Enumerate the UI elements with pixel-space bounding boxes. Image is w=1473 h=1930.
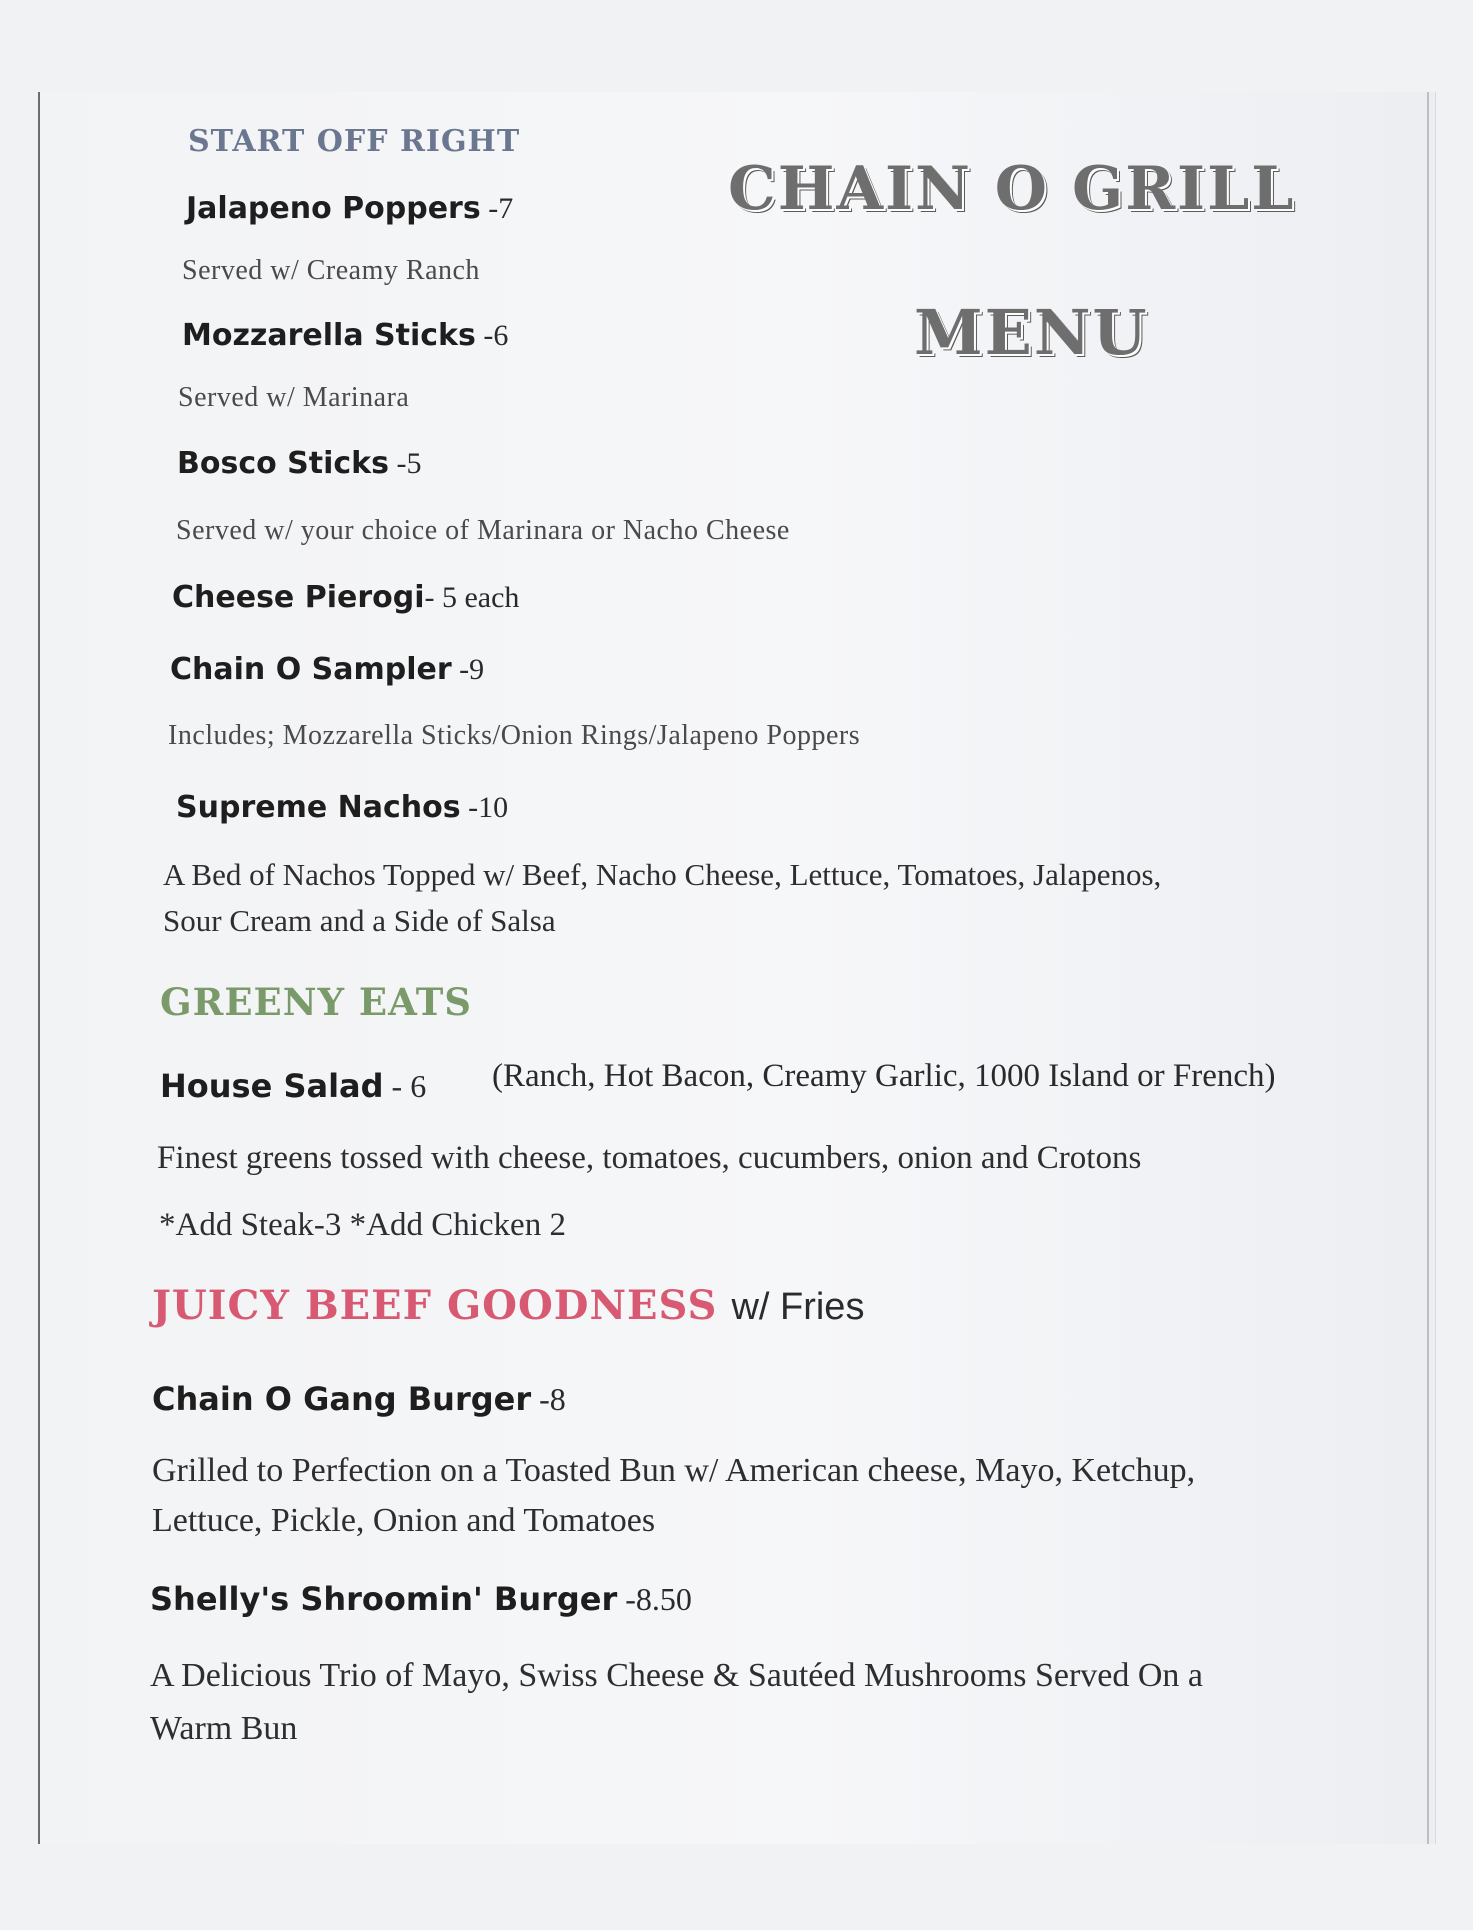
menu-item-jalapeno-poppers: [186, 191, 513, 226]
section-heading-start: START OFF RIGHT: [188, 124, 521, 159]
section-heading-beef: [152, 1282, 864, 1329]
item-description: Grilled to Perfection on a Toasted Bun w/ American cheese, Mayo, Ketchup,: [152, 1452, 1196, 1489]
item-name: Cheese Pierogi: [172, 580, 425, 615]
menu-item-supreme-nachos: [176, 790, 508, 825]
item-price: -8: [531, 1381, 566, 1417]
section-heading-greeny: GREENY EATS: [160, 980, 473, 1024]
item-price: -7: [480, 192, 514, 225]
page-edge: [1427, 92, 1429, 1844]
menu-item-bosco-sticks: [177, 446, 422, 481]
item-description: A Delicious Trio of Mayo, Swiss Cheese & Sautéed Mushrooms Served On a: [150, 1657, 1204, 1694]
item-description: Finest greens tossed with cheese, tomatoes, cucumbers, onion and Crotons: [157, 1140, 1142, 1176]
menu-item-cheese-pierogi: [172, 580, 519, 615]
menu-item-shellys-shroomin-burger: [150, 1580, 692, 1618]
item-name: Jalapeno Poppers: [186, 191, 481, 226]
item-price: - 5 each: [424, 581, 520, 614]
item-price: -5: [389, 447, 422, 480]
item-price: -8.50: [617, 1581, 692, 1617]
item-description: A Bed of Nachos Topped w/ Beef, Nacho Cheese, Lettuce, Tomatoes, Jalapenos,: [163, 857, 1162, 892]
item-name: Chain O Sampler: [170, 652, 452, 687]
item-description-cont: Lettuce, Pickle, Onion and Tomatoes: [152, 1502, 656, 1539]
item-description: Served w/ Creamy Ranch: [182, 255, 480, 286]
item-description-cont: Sour Cream and a Side of Salsa: [163, 903, 556, 938]
dressing-options: (Ranch, Hot Bacon, Creamy Garlic, 1000 Island or French): [492, 1058, 1276, 1094]
item-price: - 6: [383, 1068, 427, 1104]
menu-item-chain-o-gang-burger: [152, 1380, 566, 1418]
menu-item-house-salad: [160, 1067, 426, 1105]
menu-item-mozzarella-sticks: [182, 318, 508, 353]
item-description: Served w/ Marinara: [178, 382, 410, 413]
item-name: Chain O Gang Burger: [152, 1380, 532, 1418]
item-price: -9: [451, 653, 485, 686]
item-description: Includes; Mozzarella Sticks/Onion Rings/Jalapeno Poppers: [168, 720, 861, 751]
item-name: Bosco Sticks: [177, 446, 389, 481]
restaurant-title: CHAIN O GRILL: [728, 154, 1296, 224]
section-heading-suffix: w/ Fries: [731, 1286, 865, 1328]
salad-addons: *Add Steak-3 *Add Chicken 2: [159, 1207, 566, 1243]
item-name: Mozzarella Sticks: [182, 318, 476, 353]
menu-item-chain-o-sampler: [170, 652, 484, 687]
item-price: -6: [475, 319, 509, 352]
menu-subtitle: MENU: [914, 296, 1149, 369]
item-price: -10: [460, 791, 509, 824]
item-name: Shelly's Shroomin' Burger: [150, 1580, 618, 1618]
item-description: Served w/ your choice of Marinara or Nacho Cheese: [176, 515, 790, 546]
item-name: Supreme Nachos: [176, 790, 461, 825]
section-heading-text: JUICY BEEF GOODNESS: [152, 1282, 718, 1329]
item-name: House Salad: [160, 1067, 384, 1105]
item-description-cont: Warm Bun: [150, 1710, 298, 1747]
